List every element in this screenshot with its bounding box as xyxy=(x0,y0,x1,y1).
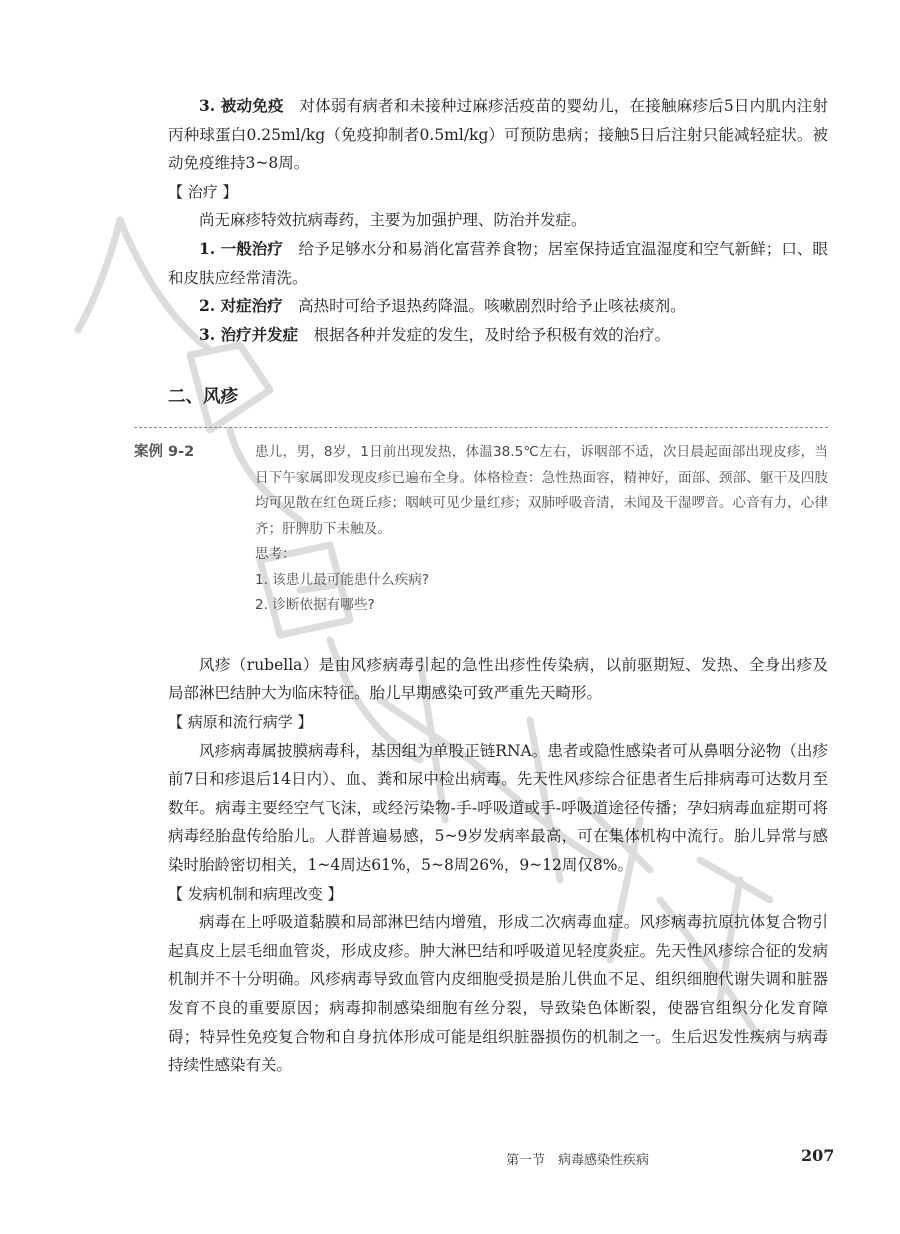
section-title: 二、风疹 xyxy=(168,387,238,408)
treatment-item-complications xyxy=(168,321,828,350)
case-description: 患儿，男，8岁，1日前出现发热，体温38.5℃左右，诉咽部不适，次日晨起面部出现皮疹，当日下午家属即发现皮疹已遍布全身。体格检查：急性热面容，精神好，面部、颈部、躯干及四肢均可见散在红色斑丘疹；咽峡可见少量红疹；双肺呼吸音清，未闻及干湿啰音。心音有力，心律齐；肝脾肋下未触及。 xyxy=(255,444,828,537)
case-study-box xyxy=(134,427,828,633)
treatment-intro: 尚无麻疹特效抗病毒药，主要为加强护理、防治并发症。 xyxy=(199,211,587,230)
treatment-item-text: 根据各种并发症的发生，及时给予积极有效的治疗。 xyxy=(313,325,671,344)
page-content xyxy=(134,92,828,1080)
treatment-item-text: 给予足够水分和易消化富营养食物；居室保持适宜温湿度和空气新鲜；口、眼和皮肤应经常清洗。 xyxy=(168,239,828,287)
passive-immunity-paragraph xyxy=(168,92,828,178)
rubella-intro: 风疹（rubella）是由风疹病毒引起的急性出疹性传染病，以前驱期短、发热、全身出疹及局部淋巴结肿大为临床特征。胎儿早期感染可致严重先天畸形。 xyxy=(168,655,828,703)
case-think-label: 思考： xyxy=(255,546,296,563)
case-body xyxy=(255,440,828,619)
footer-section-title: 第一节 病毒感染性疾病 xyxy=(506,1153,650,1168)
pathogenesis-heading: 【 发病机制和病理改变 】 xyxy=(168,884,343,903)
treatment-item-label: 2. 对症治疗 xyxy=(199,296,283,316)
treatment-heading: 【 治疗 】 xyxy=(168,182,238,201)
case-label: 案例 9-2 xyxy=(134,444,195,461)
case-question: 2. 诊断依据有哪些? xyxy=(255,597,375,614)
treatment-item-text: 高热时可给予退热药降温。咳嗽剧烈时给予止咳祛痰剂。 xyxy=(298,297,686,316)
treatment-item-label: 3. 治疗并发症 xyxy=(199,324,299,344)
passive-immunity-text: 对体弱有病者和未接种过麻疹活疫苗的婴幼儿，在接触麻疹后5日内肌内注射丙种球蛋白0.25ml/kg（免疫抑制者0.5ml/kg）可预防患病；接触5日后注射只能减轻症状。被动免疫维持3~8周。 xyxy=(168,97,828,173)
case-question: 1. 该患儿最可能患什么疾病? xyxy=(255,571,430,588)
etiology-text: 风疹病毒属披膜病毒科，基因组为单股正链RNA。患者或隐性感染者可从鼻咽分泌物（出疹前7日和疹退后14日内）、血、粪和尿中检出病毒。先天性风疹综合征患者生后排病毒可达数月至数年。病毒主要经空气飞沫，或经污染物-手-呼吸道或手-呼吸道途径传播；孕妇病毒血症期可将病毒经胎盘传给胎儿。人群普遍易感，5~9岁发病率最高，可在集体机构中流行。胎儿异常与感染时胎龄密切相关，1~4周达61%，5~8周26%，9~12周仅8%。 xyxy=(168,741,828,874)
treatment-item-symptomatic xyxy=(168,292,828,321)
etiology-heading: 【 病原和流行病学 】 xyxy=(168,713,313,732)
treatment-item-label: 1. 一般治疗 xyxy=(199,238,283,258)
treatment-item-general xyxy=(168,235,828,292)
passive-immunity-label: 3. 被动免疫 xyxy=(199,96,284,115)
pathogenesis-text: 病毒在上呼吸道黏膜和局部淋巴结内增殖，形成二次病毒血症。风疹病毒抗原抗体复合物引起真皮上层毛细血管炎，形成皮疹。肿大淋巴结和呼吸道见轻度炎症。先天性风疹综合征的发病机制并不十分明确。风疹病毒导致血管内皮细胞受损是胎儿供血不足、组织细胞代谢失调和脏器发育不良的重要原因；病毒抑制感染细胞有丝分裂，导致染色体断裂，使器官组织分化发育障碍；特异性免疫复合物和自身抗体形成可能是组织脏器损伤的机制之一。生后迟发性疾病与病毒持续性感染有关。 xyxy=(168,913,828,1075)
page-number: 207 xyxy=(801,1146,835,1165)
